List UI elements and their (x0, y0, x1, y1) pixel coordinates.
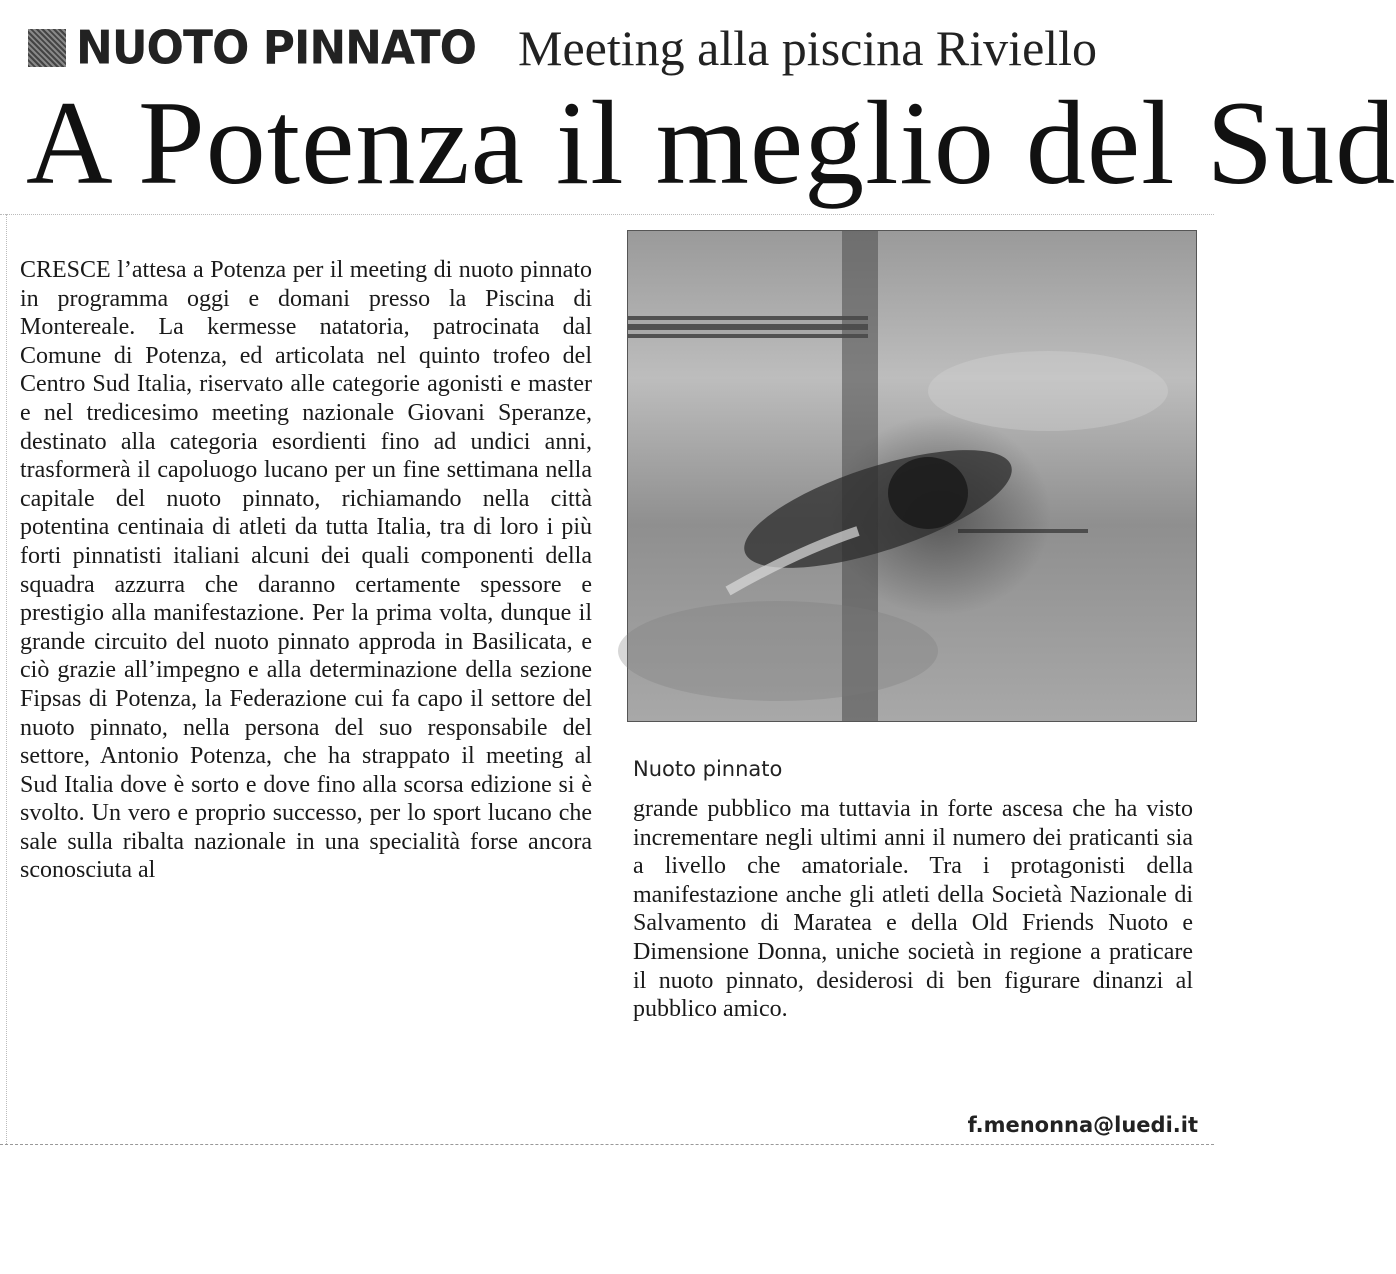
article-text-right: grande pubblico ma tuttavia in forte ascesa che ha visto incrementare negli ultimi anni il numero dei praticanti sia a livello che amatoriale. Tra i protagonisti della manifestazione anche gli atleti della Società Nazionale di Salvamento di Maratea e della Old Friends Nuoto e Dimensione Donna, uniche società in regione a praticare il nuoto pinnato, desiderosi di ben figurare dinanzi al pubblico amico. (633, 796, 1193, 1023)
section-marker-icon (28, 29, 66, 67)
subtitle: Meeting alla piscina Riviello (518, 20, 1098, 76)
headline: A Potenza il meglio del Sud (26, 76, 1396, 209)
article-text-left: CRESCE l’attesa a Potenza per il meeting di nuoto pinnato in programma oggi e domani presso la Piscina di Montereale. La kermesse natatoria, patrocinata dal Comune di Potenza, ed articolata nel quinto trofeo del Centro Sud Italia, riservato alle categorie agonisti e master e nel tredicesimo meeting nazionale Giovani Speranze, destinato alla categoria esordienti fino ad undici anni, trasformerà il capoluogo lucano per un fine settimana nella capitale del nuoto pinnato, richiamando nella città potentina centinaia di atleti da tutta Italia, tra di loro i più forti pinnatisti italiani alcuni dei quali componenti della squadra azzurra che daranno certamente spessore e prestigio alla manifestazione. Per la prima volta, dunque il grande circuito del nuoto pinnato approda in Basilicata, e ciò grazie all’impegno e alla determinazione della sezione Fipsas di Potenza, la Federazione cui fa capo il settore del nuoto pinnato, nella persona del suo responsabile del settore, Antonio Potenza, che ha strappato il meeting al Sud Italia dove è sorto e dove fino alla scorsa edizione si è svolto. Un vero e proprio successo, per lo sport lucano che sale sulla ribalta nazionale in una specialità forse ancora sconosciuta al (20, 257, 592, 884)
water-highlight (928, 351, 1168, 431)
photo-caption: Nuoto pinnato (633, 757, 783, 781)
section-label: NUOTO PINNATO (76, 21, 477, 75)
top-divider (0, 214, 1214, 215)
bottom-divider (0, 1144, 1214, 1145)
lane-rope (628, 316, 868, 338)
water-shadow (618, 601, 938, 701)
article-photo (627, 230, 1197, 722)
article-left-column (20, 256, 592, 1144)
kicker (28, 18, 1097, 78)
swimmer-photo-illustration (628, 231, 1196, 721)
left-divider (6, 214, 7, 1144)
swimmer (728, 426, 1088, 592)
article-right-column (633, 795, 1193, 1115)
author-email: f.menonna@luedi.it (967, 1113, 1198, 1137)
